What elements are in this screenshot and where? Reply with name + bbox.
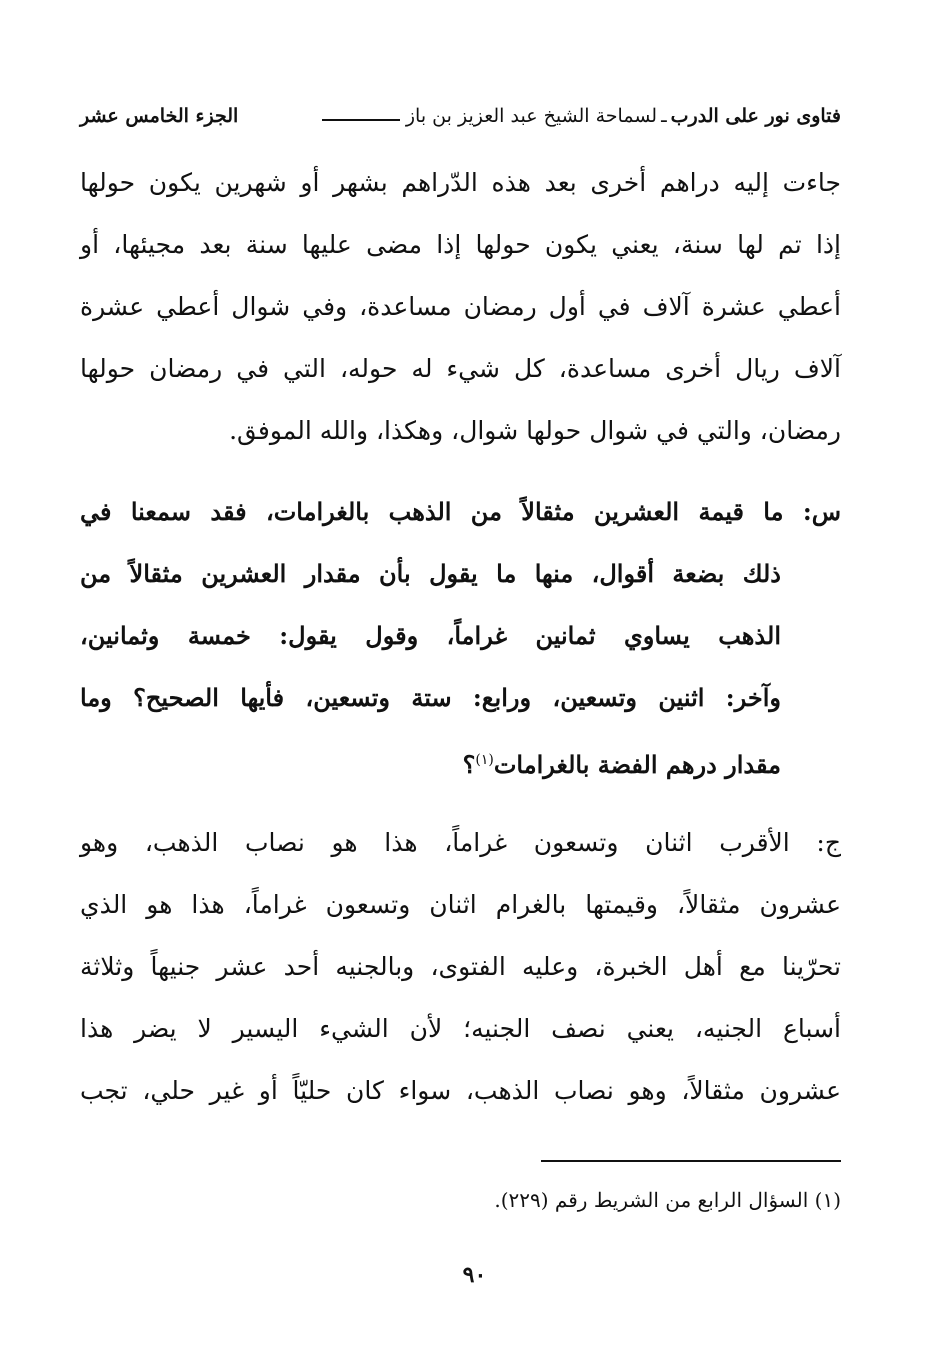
volume-label: الجزء الخامس عشر <box>80 105 239 127</box>
author-name: لسماحة الشيخ عبد العزيز بن باز <box>405 105 658 127</box>
text-line: آلاف ريال أخرى مساعدة، كل شيء له حوله، التي في رمضان حولها <box>80 354 841 383</box>
question-line: الذهب يساوي ثمانين غراماً، وقول يقول: خمسة وثمانين، <box>80 621 782 650</box>
question-mark: ؟ <box>462 750 476 779</box>
running-header <box>80 96 841 136</box>
text-line: إذا تم لها سنة، يعني يكون حولها إذا مضى عليها سنة بعد مجيئها، أو <box>80 230 841 259</box>
text-line: رمضان، والتي في شوال حولها شوال، وهكذا، والله الموفق. <box>229 416 841 445</box>
question-line: ذلك بضعة أقوال، منها ما يقول بأن مقدار العشرين مثقالاً من <box>80 559 781 588</box>
header-separator: ـ <box>661 105 667 127</box>
answer-line: تحرّينا مع أهل الخبرة، وعليه الفتوى، وبالجنيه أحد عشر جنيهاً وثلاثة <box>80 952 841 981</box>
answer-block <box>80 812 841 1122</box>
footnote: (١) السؤال الرابع من الشريط رقم (٢٢٩). <box>494 1188 841 1212</box>
header-rule <box>322 119 400 121</box>
answer-line: عشرون مثقالاً، وقيمتها بالغرام اثنان وتسعون غراماً، هذا هو الذي <box>80 890 841 919</box>
question-line: س: ما قيمة العشرين مثقالاً من الذهب بالغرامات، فقد سمعنا في <box>80 497 841 526</box>
answer-line: عشرون مثقالاً، وهو نصاب الذهب، سواء كان حليّاً أو غير حلي، تجب <box>80 1076 841 1105</box>
page-number: ٩٠ <box>462 1262 487 1288</box>
answer-line: ج: الأقرب اثنان وتسعون غراماً، هذا هو نصاب الذهب، وهو <box>80 828 841 857</box>
footnote-separator <box>541 1160 841 1162</box>
text-line: أعطي عشرة آلاف في أول رمضان مساعدة، وفي شوال أعطي عشرة <box>80 292 841 321</box>
question-line: وآخر: اثنين وتسعين، ورابع: ستة وتسعين، فأيها الصحيح؟ وما <box>80 683 781 712</box>
footnote-reference: (١) <box>475 752 494 768</box>
question-last-text: مقدار درهم الفضة بالغرامات <box>493 750 781 779</box>
book-title: فتاوى نور على الدرب <box>670 105 841 127</box>
paragraph-continuation <box>80 152 841 462</box>
question-block <box>80 481 841 791</box>
question-line <box>80 729 841 791</box>
text-line: جاءت إليه دراهم أخرى بعد هذه الدّراهم بشهر أو شهرين يكون حولها <box>80 168 841 197</box>
answer-line: أسباع الجنيه، يعني نصف الجنيه؛ لأن الشيء اليسير لا يضر هذا <box>80 1014 841 1043</box>
